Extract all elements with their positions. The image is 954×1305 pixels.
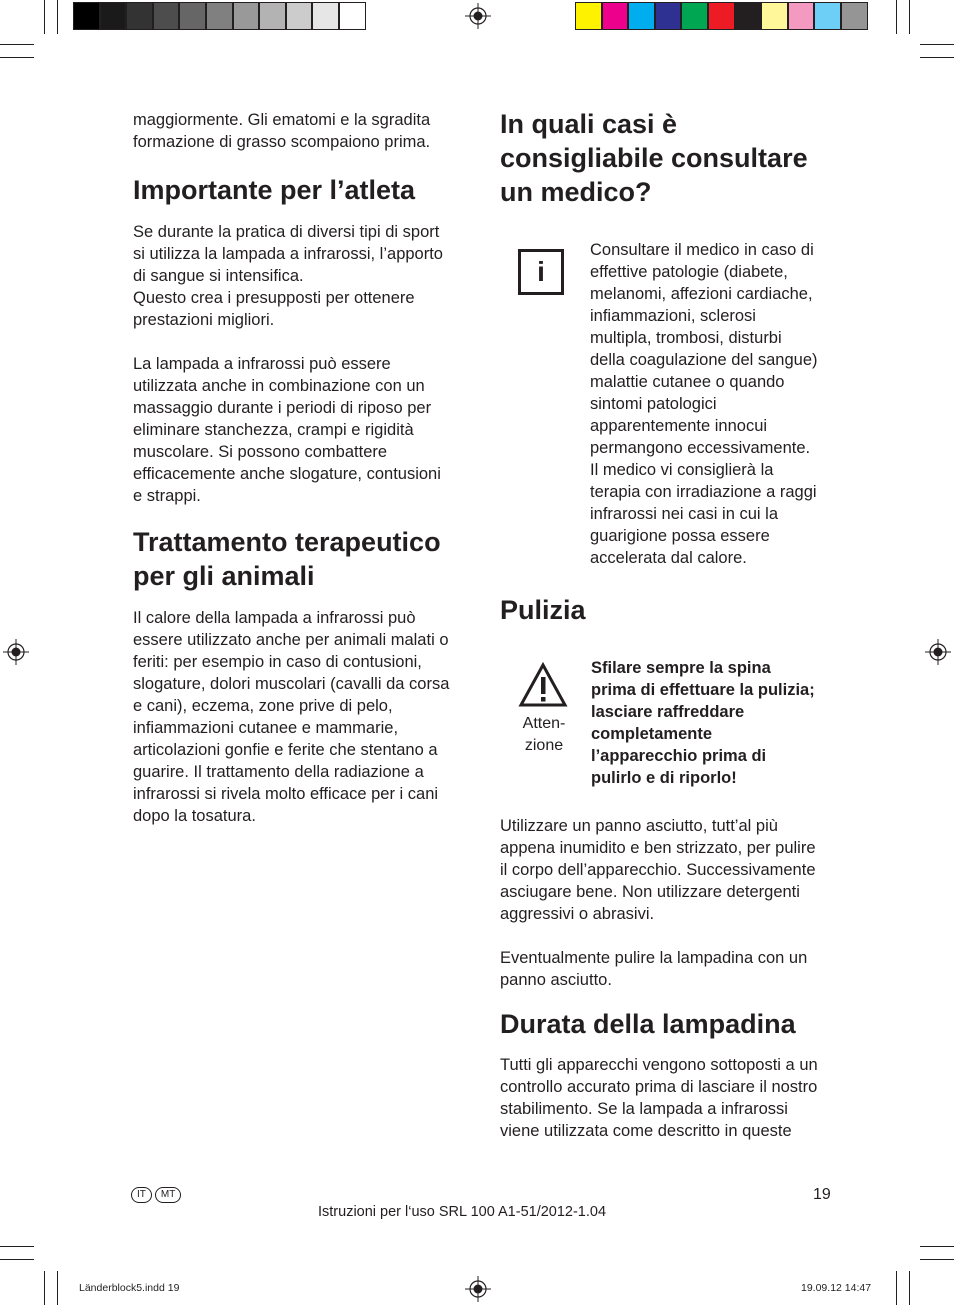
warning-label: Atten- zione <box>522 715 566 754</box>
section-heading-cleaning: Pulizia <box>500 595 586 625</box>
crop-mark <box>896 1271 897 1305</box>
gray-swatch-bar <box>73 2 366 30</box>
slug-file-name: Länderblock5.indd 19 <box>79 1282 180 1294</box>
page-number: 19 <box>813 1186 831 1203</box>
color-swatch <box>788 2 815 30</box>
crop-mark <box>0 1246 34 1247</box>
color-swatch <box>286 2 313 30</box>
slug-date: 19.09.12 14:47 <box>801 1282 872 1294</box>
crop-mark <box>920 44 954 45</box>
lamp-paragraph: Tutti gli apparecchi vengono sottoposti a un controllo accurato prima di lasciare il nostro stabilimento. Se la lampada a infrarossi viene utilizzata come descritto in queste <box>500 1056 818 1140</box>
registration-mark-icon <box>3 639 29 665</box>
crop-mark <box>44 1271 45 1305</box>
color-swatch <box>73 2 100 30</box>
crop-mark <box>920 1259 954 1260</box>
crop-mark <box>0 57 34 58</box>
section-heading-doctor: In quali casi è consigliabile consultare un medico? <box>500 109 808 207</box>
crop-mark <box>909 0 910 34</box>
doctor-paragraph: Consultare il medico in caso di effettive patologie (diabete, melanomi, affezioni cardiache, infiammazioni, sclerosi multipla, trombosi, disturbi della coagulazione del sangue) malattie cutanee o quando sintomi patologici apparentemente innocui permangono eccessivamente. Il medico vi consiglierà la terapia con irradiazione a raggi infrarossi nei casi in cui la guarigione possa essere accelerata dal calore. <box>590 241 818 567</box>
document-reference: Istruzioni per l‘uso SRL 100 A1-51/2012-1.04 <box>318 1204 607 1220</box>
color-swatch <box>100 2 127 30</box>
color-swatch <box>153 2 180 30</box>
crop-mark <box>896 0 897 34</box>
info-icon <box>518 249 564 295</box>
crop-mark <box>909 1271 910 1305</box>
color-swatch <box>681 2 708 30</box>
language-badge: IT <box>131 1187 152 1203</box>
color-swatch <box>708 2 735 30</box>
info-icon-letter: i <box>537 256 545 287</box>
language-badge: MT <box>155 1187 181 1203</box>
color-swatch <box>602 2 629 30</box>
intro-paragraph: maggiormente. Gli ematomi e la sgradita formazione di grasso scompaiono prima. <box>133 111 431 151</box>
cleaning-paragraph-2: Eventualmente pulire la lampadina con un panno asciutto. <box>500 949 808 989</box>
color-swatch-bar <box>575 2 868 30</box>
color-swatch <box>233 2 260 30</box>
color-swatch <box>339 2 366 30</box>
color-swatch <box>312 2 339 30</box>
crop-mark <box>920 57 954 58</box>
color-swatch <box>179 2 206 30</box>
color-swatch <box>206 2 233 30</box>
warning-triangle-icon <box>518 662 568 708</box>
color-swatch <box>814 2 841 30</box>
crop-mark <box>0 44 34 45</box>
crop-mark <box>0 1259 34 1260</box>
crop-mark <box>57 0 58 34</box>
warning-text: Sfilare sempre la spina prima di effettuare la pulizia; lasciare raffreddare completamente l’apparecchio prima di pulirlo e di riporlo! <box>591 659 815 787</box>
registration-mark-icon <box>925 639 951 665</box>
language-badges <box>131 1184 184 1203</box>
athlete-paragraph-2: La lampada a infrarossi può essere utilizzata anche in combinazione con un massaggio durante i periodi di riposo per eliminare stanchezza, crampi e rigidità muscolare. Si possono combattere efficacemente anche slogature, contusioni e strappi. <box>133 355 441 505</box>
crop-mark <box>44 0 45 34</box>
left-column <box>133 109 478 827</box>
color-swatch <box>628 2 655 30</box>
color-swatch <box>575 2 602 30</box>
color-swatch <box>735 2 762 30</box>
cleaning-paragraph-1: Utilizzare un panno asciutto, tutt’al più appena inumidito e ben strizzato, per pulire il corpo dell’apparecchio. Successivamente asciugare bene. Non utilizzare detergenti aggressivi o abrasivi. <box>500 817 816 923</box>
crop-mark <box>57 1271 58 1305</box>
color-swatch <box>761 2 788 30</box>
section-heading-animals: Trattamento terapeutico per gli animali <box>133 527 441 591</box>
registration-mark-icon <box>465 1276 491 1302</box>
color-swatch <box>126 2 153 30</box>
cleaning-text <box>500 815 845 991</box>
section-heading-lamp: Durata della lampadina <box>500 1009 796 1039</box>
color-swatch <box>259 2 286 30</box>
section-heading-athlete: Importante per l’atleta <box>133 175 416 205</box>
color-swatch <box>655 2 682 30</box>
crop-mark <box>920 1246 954 1247</box>
animals-paragraph: Il calore della lampada a infrarossi può essere utilizzato anche per animali malati o feriti: per esempio in caso di contusioni, slogature, dolori muscolari (cavalli da corsa e cani), eczema, zone prive di pelo, infiammazioni cutanee e mammarie, articolazioni gonfie e ferite che stentano a guarire. Il trattamento della radiazione a infrarossi si rivela molto efficace per i cani dopo la tosatura. <box>133 609 450 825</box>
color-swatch <box>841 2 868 30</box>
athlete-paragraph-1: Se durante la pratica di diversi tipi di sport si utilizza la lampada a infrarossi, l’apporto di sangue si intensifica. Questo crea i presupposti per ottenere prestazioni migliori. <box>133 223 443 329</box>
registration-mark-icon <box>465 3 491 29</box>
